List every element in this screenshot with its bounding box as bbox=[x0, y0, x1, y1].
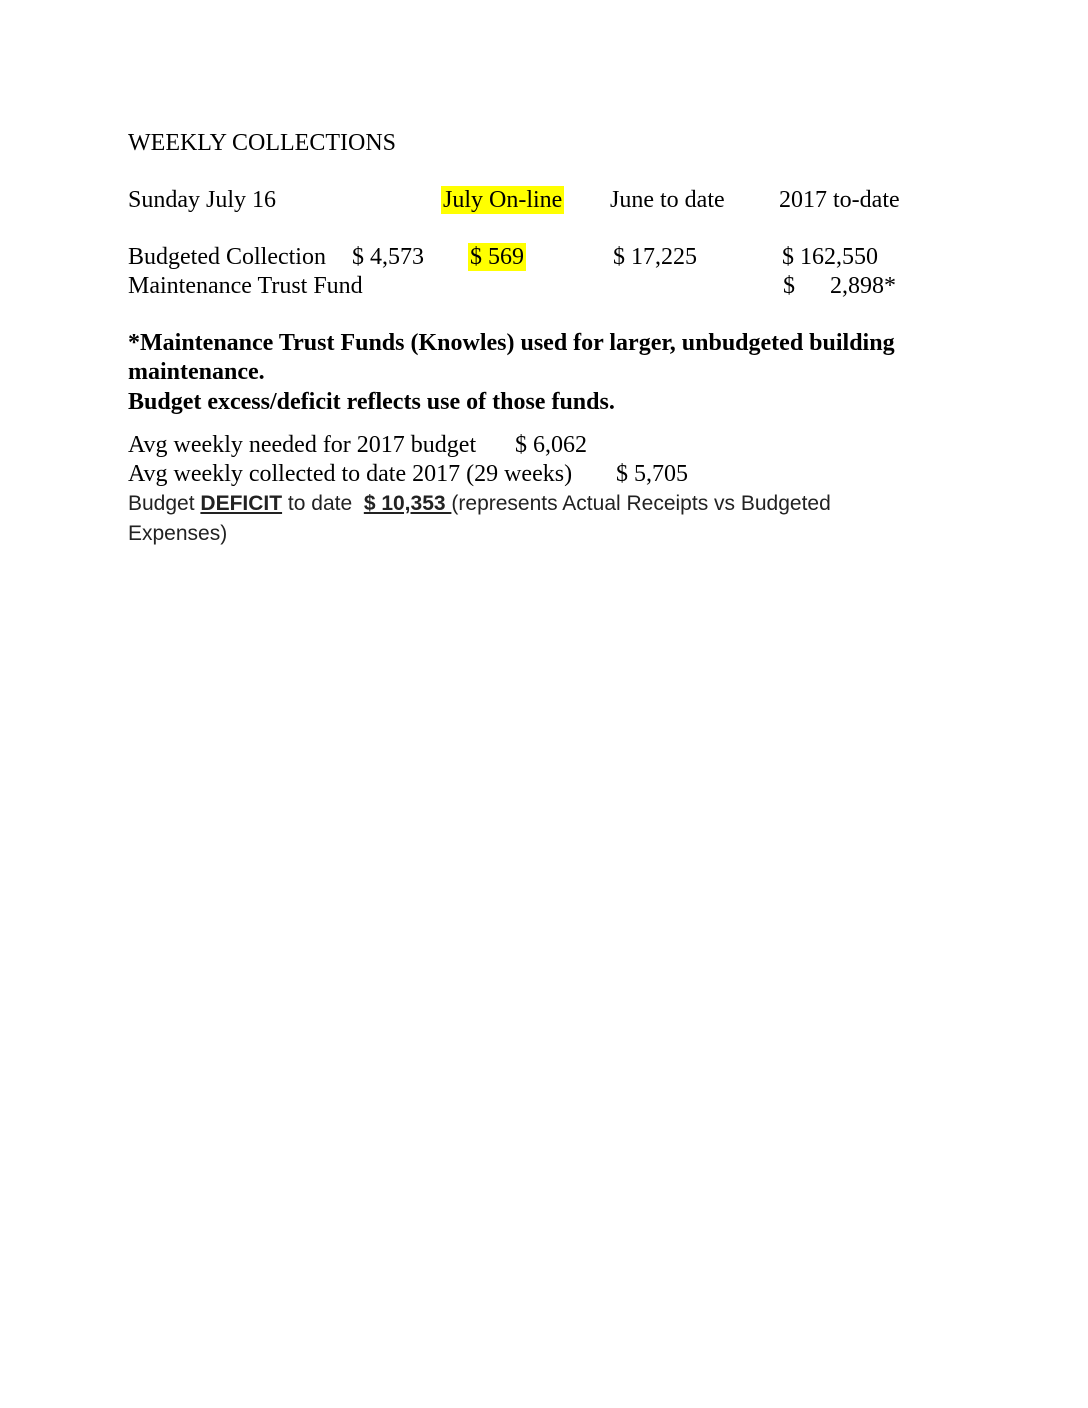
budgeted-collection-year: $ 162,550 bbox=[782, 244, 878, 270]
trust-fund-amount: 2,898* bbox=[830, 273, 896, 299]
trust-fund-dollar: $ bbox=[783, 273, 795, 299]
budgeted-collection-online-text: $ 569 bbox=[470, 244, 524, 270]
avg-needed-value: $ 6,062 bbox=[515, 432, 587, 458]
deficit-line-1 bbox=[128, 493, 831, 514]
budgeted-collection-online bbox=[468, 245, 526, 269]
online-column-header-text: July On-line bbox=[443, 187, 563, 213]
budgeted-collection-month: $ 17,225 bbox=[613, 244, 697, 270]
year-column-header: 2017 to-date bbox=[779, 187, 900, 213]
note-line-1: *Maintenance Trust Funds (Knowles) used for larger, unbudgeted building bbox=[128, 330, 895, 356]
budgeted-collection-weekly: $ 4,573 bbox=[352, 244, 424, 270]
month-column-header: June to date bbox=[610, 187, 725, 213]
date-label: Sunday July 16 bbox=[128, 187, 277, 213]
page-title: WEEKLY COLLECTIONS bbox=[128, 130, 396, 156]
avg-needed-label: Avg weekly needed for 2017 budget bbox=[128, 432, 477, 458]
budgeted-collection-label: Budgeted Collection bbox=[128, 244, 326, 270]
trust-fund-label: Maintenance Trust Fund bbox=[128, 273, 363, 299]
deficit-middle: to date bbox=[282, 492, 364, 515]
avg-collected-label: Avg weekly collected to date 2017 (29 weeks) bbox=[128, 461, 573, 487]
avg-collected-value: $ 5,705 bbox=[616, 461, 688, 487]
deficit-line-2: Expenses) bbox=[128, 522, 228, 545]
note-line-2: maintenance. bbox=[128, 359, 265, 385]
note-line-3: Budget excess/deficit reflects use of those funds. bbox=[128, 389, 615, 415]
deficit-suffix-1: (represents Actual Receipts vs Budgeted bbox=[451, 492, 831, 515]
deficit-amount: $ 10,353 bbox=[363, 492, 452, 515]
deficit-prefix: Budget bbox=[128, 492, 201, 515]
deficit-word: DEFICIT bbox=[200, 492, 283, 515]
online-column-header bbox=[441, 188, 564, 212]
